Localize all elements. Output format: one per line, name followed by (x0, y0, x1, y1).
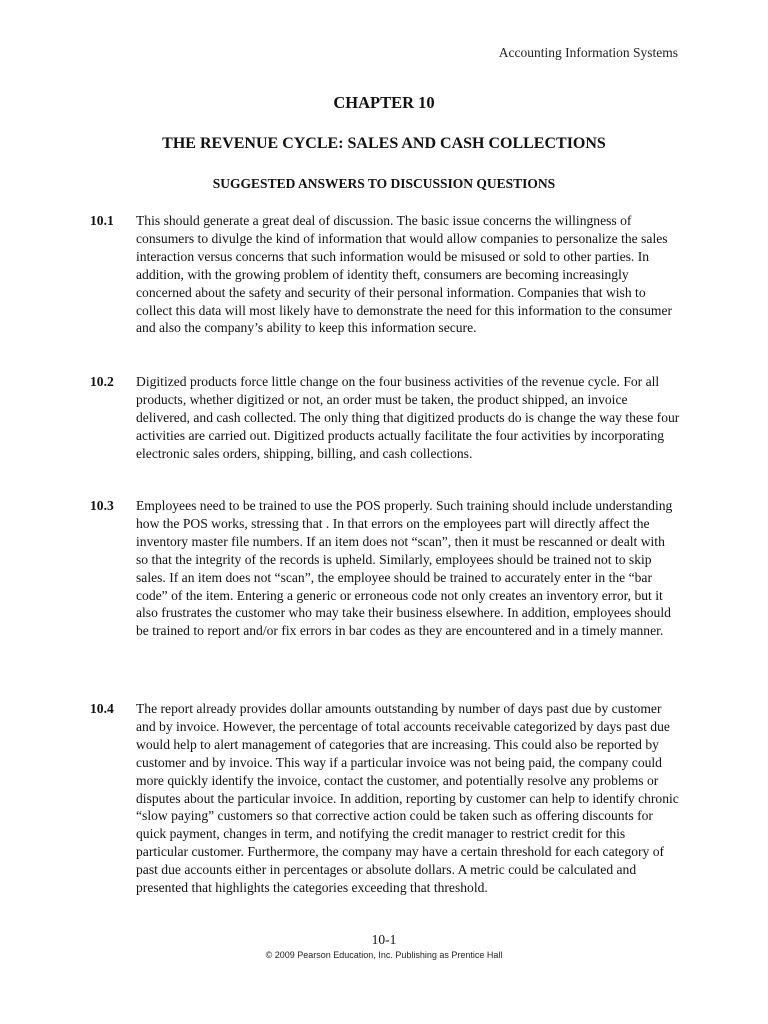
answer-text: The report already provides dollar amounts outstanding by number of days past due by customer and by invoice. However, the percentage of total accounts receivable categorized by days past due would help to alert management of categories that are increasing. This could also be reported by customer and by invoice. This way if a particular invoice was not being paid, the company could more quickly identify the invoice, contact the customer, and potentially resolve any problems or disputes about the particular invoice. In addition, reporting by customer can help to identify chronic “slow paying” customers so that corrective action could be taken such as offering discounts for quick payment, changes in term, and notifying the credit manager to restrict credit for this particular customer. Furthermore, the company may have a certain threshold for each category of past due accounts either in percentages or absolute dollars. A metric could be calculated and presented that highlights the categories exceeding that threshold. (136, 701, 679, 896)
copyright-notice: © 2009 Pearson Education, Inc. Publishing as Prentice Hall (265, 950, 503, 960)
question-number: 10.3 (90, 498, 114, 513)
answer-text: Employees need to be trained to use the POS properly. Such training should include understanding how the POS works, stressing that . In that errors on the employees part will directly affect the inventory master file numbers. If an item does not “scan”, then it must be rescanned or dealt with so that the integrity of the records is upheld. Similarly, employees should be trained not to skip sales. If an item does not “scan”, the employee should be trained to accurately enter in the “bar code” of the item. Entering a generic or erroneous code not only creates an inventory error, but it also frustrates the customer who may take their business elsewhere. In addition, employees should be trained to report and/or fix errors in bar codes as they are encountered and in a timely manner. (136, 498, 673, 639)
running-header: Accounting Information Systems (498, 45, 678, 60)
chapter-label: CHAPTER 10 (333, 93, 435, 112)
answer-item (90, 700, 680, 897)
question-number: 10.2 (90, 374, 114, 389)
question-number: 10.1 (90, 213, 114, 228)
answer-item (90, 373, 680, 463)
answer-text: This should generate a great deal of discussion. The basic issue concerns the willingness of consumers to divulge the kind of information that would allow companies to personalize the sales interaction versus concerns that such information would be misused or sold to other parties. In addition, with the growing problem of identity theft, consumers are becoming increasingly concerned about the safety and security of their personal information. Companies that wish to collect this data will most likely have to demonstrate the need for this information to the consumer and also the company’s ability to keep this information secure. (136, 213, 673, 336)
answer-item (90, 497, 680, 640)
chapter-title: THE REVENUE CYCLE: SALES AND CASH COLLECTIONS (162, 135, 606, 152)
page-number: 10-1 (371, 932, 397, 947)
answer-text: Digitized products force little change on the four business activities of the revenue cycle. For all products, whether digitized or not, an order must be taken, the product shipped, an invoice delivered, and cash collected. The only thing that digitized products do is change the way these four activities are carried out. Digitized products actually facilitate the four activities by incorporating electronic sales orders, shipping, billing, and cash collections. (136, 374, 680, 461)
section-subtitle: SUGGESTED ANSWERS TO DISCUSSION QUESTIONS (212, 176, 556, 191)
answer-item (90, 212, 680, 337)
question-number: 10.4 (90, 701, 114, 716)
